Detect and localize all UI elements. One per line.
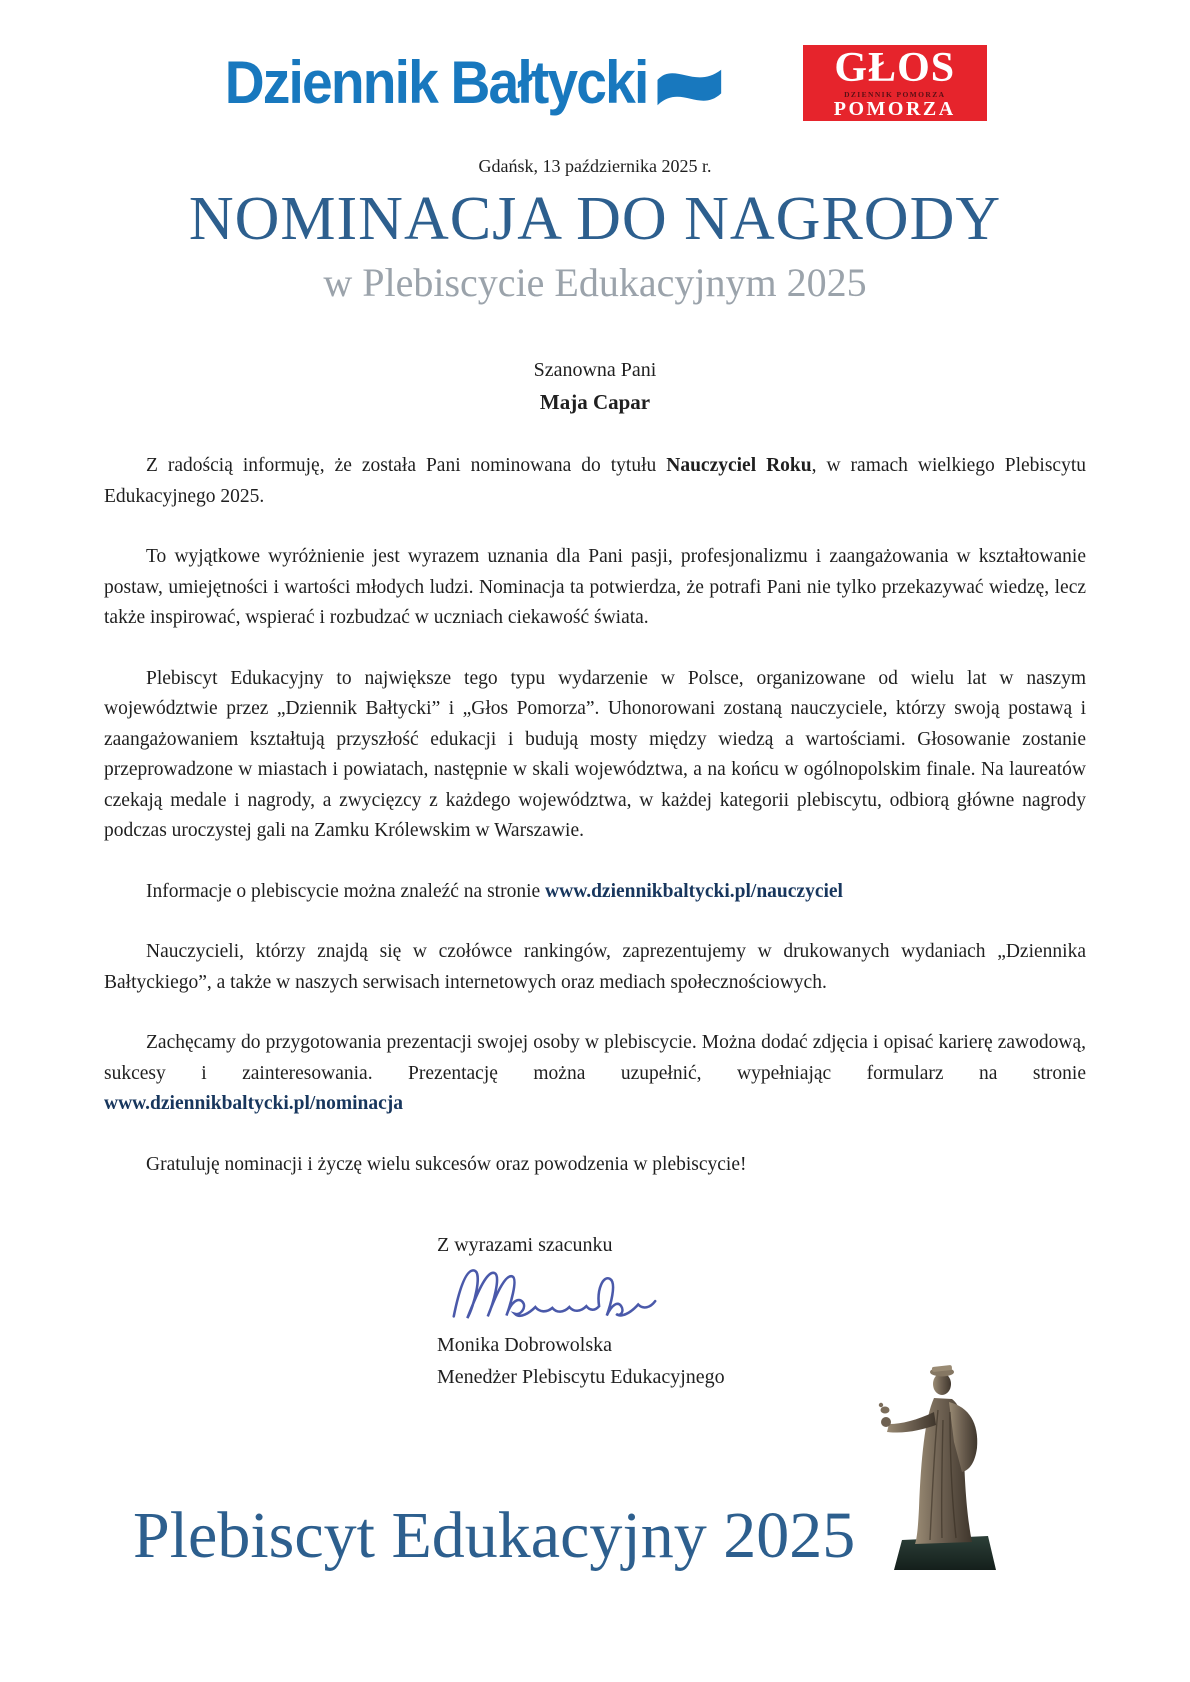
wave-flag-icon <box>653 63 725 117</box>
salutation-block <box>0 357 1190 415</box>
glos-pomorza-logo <box>803 45 987 121</box>
bronze-teacher-statuette <box>872 1360 1004 1574</box>
paragraph-press-coverage: Nauczycieli, którzy znajdą się w czołówce rankingów, zaprezentujemy w drukowanych wydaniach „Dziennika Bałtyckiego”, a także w naszych serwisach internetowych oraz mediach społecznościowych. <box>104 941 1086 993</box>
paragraph-congratulations: Gratuluję nominacji i życzę wielu sukcesów oraz powodzenia w plebiscycie! <box>146 1153 747 1175</box>
nomination-form-link[interactable]: www.dziennikbaltycki.pl/nominacja <box>104 1093 404 1114</box>
header-logos <box>0 0 1190 122</box>
salutation-greeting: Szanowna Pani <box>533 359 657 381</box>
award-title-bold: Nauczyciel Roku <box>666 455 812 476</box>
letter-body <box>104 451 1086 1180</box>
paragraph-text: Z radością informuję, że została Pani nominowana do tytułu <box>146 455 667 476</box>
paragraph-text: Zachęcamy do przygotowania prezentacji swojej osoby w plebiscycie. Można dodać zdjęcia i opisać karierę zawodową, sukcesy i zainteresowania. Prezentację można uzupełnić, wypełniając formularz na stronie <box>104 1032 1086 1084</box>
paragraph-nomination <box>104 451 1086 512</box>
paragraph-text: , w ramach wielkiego Plebiscytu Edukacyjnego 2025. <box>104 455 1087 507</box>
handwritten-signature <box>429 1262 674 1330</box>
document-subtitle: w Plebiscycie Edukacyjnym 2025 <box>323 260 867 305</box>
date-line: Gdańsk, 13 października 2025 r. <box>478 156 712 176</box>
signer-name: Monika Dobrowolska <box>437 1334 612 1356</box>
glos-tagline: DZIENNIK POMORZA <box>844 89 946 99</box>
signoff-block <box>437 1232 1190 1390</box>
paragraph-text: Informacje o plebiscycie można znaleźć na stronie <box>146 880 546 902</box>
dziennik-baltycki-wordmark: Dziennik Bałtycki <box>224 49 648 116</box>
signer-role: Menedżer Plebiscytu Edukacyjnego <box>437 1366 725 1388</box>
paragraph-info <box>104 877 1086 908</box>
campaign-wordmark: Plebiscyt Edukacyjny 2025 <box>133 1499 856 1572</box>
paragraph-plebiscite-description: Plebiscyt Edukacyjny to największe tego typu wydarzenie w Polsce, organizowane od wielu lat w naszym województwie przez „Dziennik Bałtycki” i „Głos Pomorza”. Uhonorowani zostaną nauczyciele, którzy swoją postawą i zaangażowaniem kształtują przyszłość edukacji i budują mosty między wiedzą a wartościami. Głosowanie zostanie przeprowadzone w miastach i powiatach, następnie w skali województwa, a na końcu w ogólnopolskim finale. Na laureatów czekają medale i nagrody, a zwycięzcy z każdego województwa, w każdej kategorii plebiscytu, odbiorą główne nagrody podczas uroczystej gali na Zamku Królewskim w Warszawie. <box>104 667 1086 841</box>
glos-wordmark: GŁOS <box>834 44 956 91</box>
dziennik-baltycki-logo <box>225 49 725 117</box>
closing-line: Z wyrazami szacunku <box>437 1234 613 1256</box>
document-title: NOMINACJA DO NAGRODY <box>188 185 1002 253</box>
paragraph-recognition: To wyjątkowe wyróżnienie jest wyrazem uznania dla Pani pasji, profesjonalizmu i zaangażowania w kształtowanie postaw, umiejętności i wartości młodych ludzi. Nominacja ta potwierdza, że potrafi Pani nie tylko przekazywać wiedzę, lecz także inspirować, wspierać i rozbudzać w uczniach ciekawość świata. <box>104 546 1086 628</box>
plebiscite-info-link[interactable]: www.dziennikbaltycki.pl/nauczyciel <box>545 880 843 902</box>
recipient-name: Maja Capar <box>539 390 651 414</box>
pomorza-wordmark: POMORZA <box>833 98 956 121</box>
paragraph-presentation <box>104 1028 1086 1120</box>
